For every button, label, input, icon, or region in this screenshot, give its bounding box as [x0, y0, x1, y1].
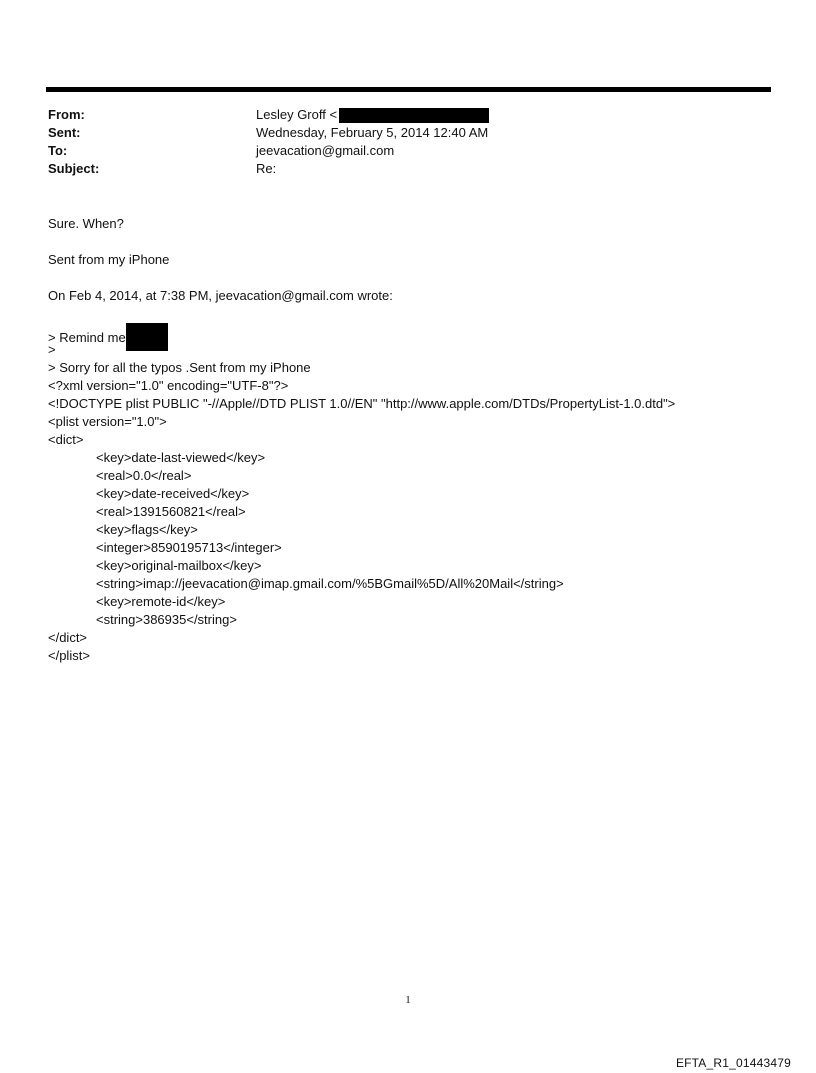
sent-row	[48, 124, 768, 142]
xml-line: <key>date-received</key>	[96, 486, 250, 501]
xml-line: </dict>	[48, 630, 88, 645]
from-value	[256, 106, 489, 124]
email-body	[48, 215, 768, 665]
xml-line: <?xml version="1.0" encoding="UTF-8"?>	[48, 378, 289, 393]
from-name: Lesley Groff <	[256, 107, 338, 122]
body-line: Sure. When?	[48, 216, 124, 231]
xml-line: <plist version="1.0">	[48, 414, 167, 429]
sent-value: Wednesday, February 5, 2014 12:40 AM	[256, 125, 489, 140]
from-row	[48, 106, 768, 124]
document-id: EFTA_R1_01443479	[675, 1056, 791, 1070]
body-line: Sent from my iPhone	[48, 252, 170, 267]
email-header	[48, 106, 768, 178]
subject-label: Subject:	[48, 161, 100, 176]
xml-line: <real>0.0</real>	[96, 468, 192, 483]
xml-line: <!DOCTYPE plist PUBLIC "-//Apple//DTD PLIST 1.0//EN" "http://www.apple.com/DTDs/PropertyList-1.0.dtd">	[48, 396, 676, 411]
subject-row	[48, 160, 768, 178]
quoted-line	[48, 323, 768, 345]
page-number: 1	[405, 994, 411, 1006]
xml-line: </plist>	[48, 648, 90, 663]
xml-line: <dict>	[48, 432, 84, 447]
body-line: On Feb 4, 2014, at 7:38 PM, jeevacation@gmail.com wrote:	[48, 288, 393, 303]
xml-line: <integer>8590195713</integer>	[96, 540, 282, 555]
quoted-text: > Remind me	[48, 330, 126, 345]
to-row	[48, 142, 768, 160]
to-label: To:	[48, 143, 68, 158]
quoted-line: >	[48, 342, 56, 357]
sent-label: Sent:	[48, 125, 81, 140]
redaction-box	[339, 108, 489, 123]
xml-line: <key>original-mailbox</key>	[96, 558, 262, 573]
xml-line: <real>1391560821</real>	[96, 504, 246, 519]
xml-line: <string>386935</string>	[96, 612, 237, 627]
to-value: jeevacation@gmail.com	[256, 143, 395, 158]
redaction-box	[126, 323, 168, 351]
subject-value: Re:	[256, 161, 277, 176]
header-rule	[46, 87, 771, 92]
xml-line: <key>flags</key>	[96, 522, 198, 537]
from-label: From:	[48, 107, 85, 122]
xml-line: <key>date-last-viewed</key>	[96, 450, 266, 465]
xml-line: <key>remote-id</key>	[96, 594, 226, 609]
quoted-line: > Sorry for all the typos .Sent from my iPhone	[48, 360, 311, 375]
xml-line: <string>imap://jeevacation@imap.gmail.com/%5BGmail%5D/All%20Mail</string>	[96, 576, 564, 591]
